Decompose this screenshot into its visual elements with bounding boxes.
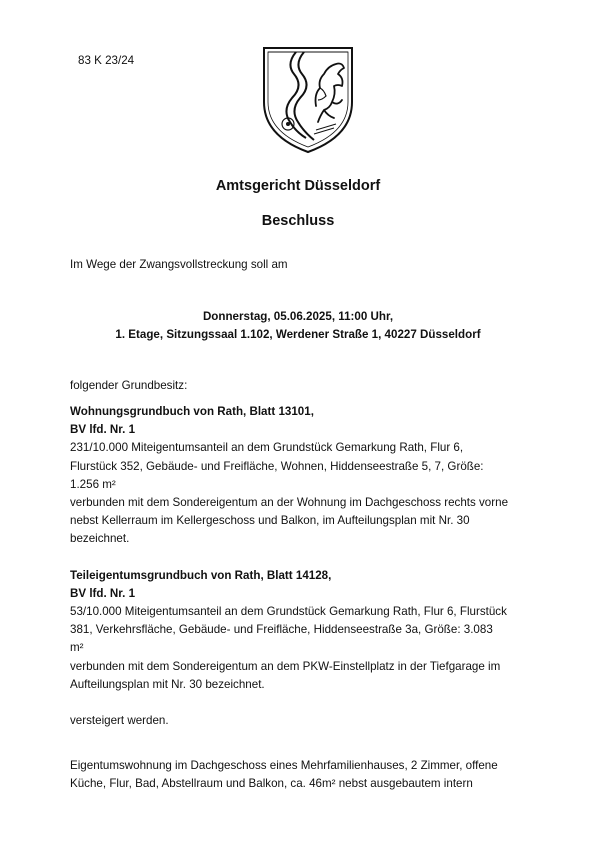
case-number: 83 K 23/24 bbox=[78, 54, 135, 67]
property2-bv: BV lfd. Nr. 1 bbox=[70, 587, 136, 600]
property2-line: verbunden mit dem Sondereigentum an dem PKW-Einstellplatz in der Tiefgarage im bbox=[70, 660, 501, 673]
property-intro: folgender Grundbesitz: bbox=[70, 379, 188, 392]
property1-line: Flurstück 352, Gebäude- und Freifläche, Wohnen, Hiddenseestraße 5, 7, Größe: bbox=[70, 460, 484, 473]
appointment-location: 1. Etage, Sitzungssaal 1.102, Werdener Straße 1, 40227 Düsseldorf bbox=[115, 328, 481, 341]
property1-line: 231/10.000 Miteigentumsanteil an dem Grundstück Gemarkung Rath, Flur 6, bbox=[70, 441, 464, 454]
description-line: Eigentumswohnung im Dachgeschoss eines Mehrfamilienhauses, 2 Zimmer, offene bbox=[70, 759, 498, 772]
appointment-date: Donnerstag, 05.06.2025, 11:00 Uhr, bbox=[202, 310, 394, 323]
property2-title: Teileigentumsgrundbuch von Rath, Blatt 14128, bbox=[70, 569, 332, 582]
property2-line: 381, Verkehrsfläche, Gebäude- und Freifläche, Hiddenseestraße 3a, Größe: 3.083 bbox=[70, 623, 493, 636]
property1-line: verbunden mit dem Sondereigentum an der Wohnung im Dachgeschoss rechts vorne bbox=[70, 496, 509, 509]
property1-bv: BV lfd. Nr. 1 bbox=[70, 423, 136, 436]
property1-line: 1.256 m² bbox=[70, 478, 116, 491]
property2-line: m² bbox=[70, 641, 84, 654]
nrw-coat-of-arms-icon bbox=[258, 44, 358, 156]
property2-line: 53/10.000 Miteigentumsanteil an dem Grundstück Gemarkung Rath, Flur 6, Flurstück bbox=[70, 605, 507, 618]
closing-text: versteigert werden. bbox=[70, 714, 169, 727]
property1-line: bezeichnet. bbox=[70, 532, 130, 545]
property1-title: Wohnungsgrundbuch von Rath, Blatt 13101, bbox=[70, 405, 314, 418]
description-line: Küche, Flur, Bad, Abstellraum und Balkon, ca. 46m² nebst ausgebautem intern bbox=[70, 777, 473, 790]
decision-title: Beschluss bbox=[261, 213, 335, 229]
property1-line: nebst Kellerraum im Kellergeschoss und Balkon, im Aufteilungsplan mit Nr. 30 bbox=[70, 514, 470, 527]
intro-text: Im Wege der Zwangsvollstreckung soll am bbox=[70, 258, 288, 271]
court-name: Amtsgericht Düsseldorf bbox=[215, 178, 381, 194]
property2-line: Aufteilungsplan mit Nr. 30 bezeichnet. bbox=[70, 678, 265, 691]
